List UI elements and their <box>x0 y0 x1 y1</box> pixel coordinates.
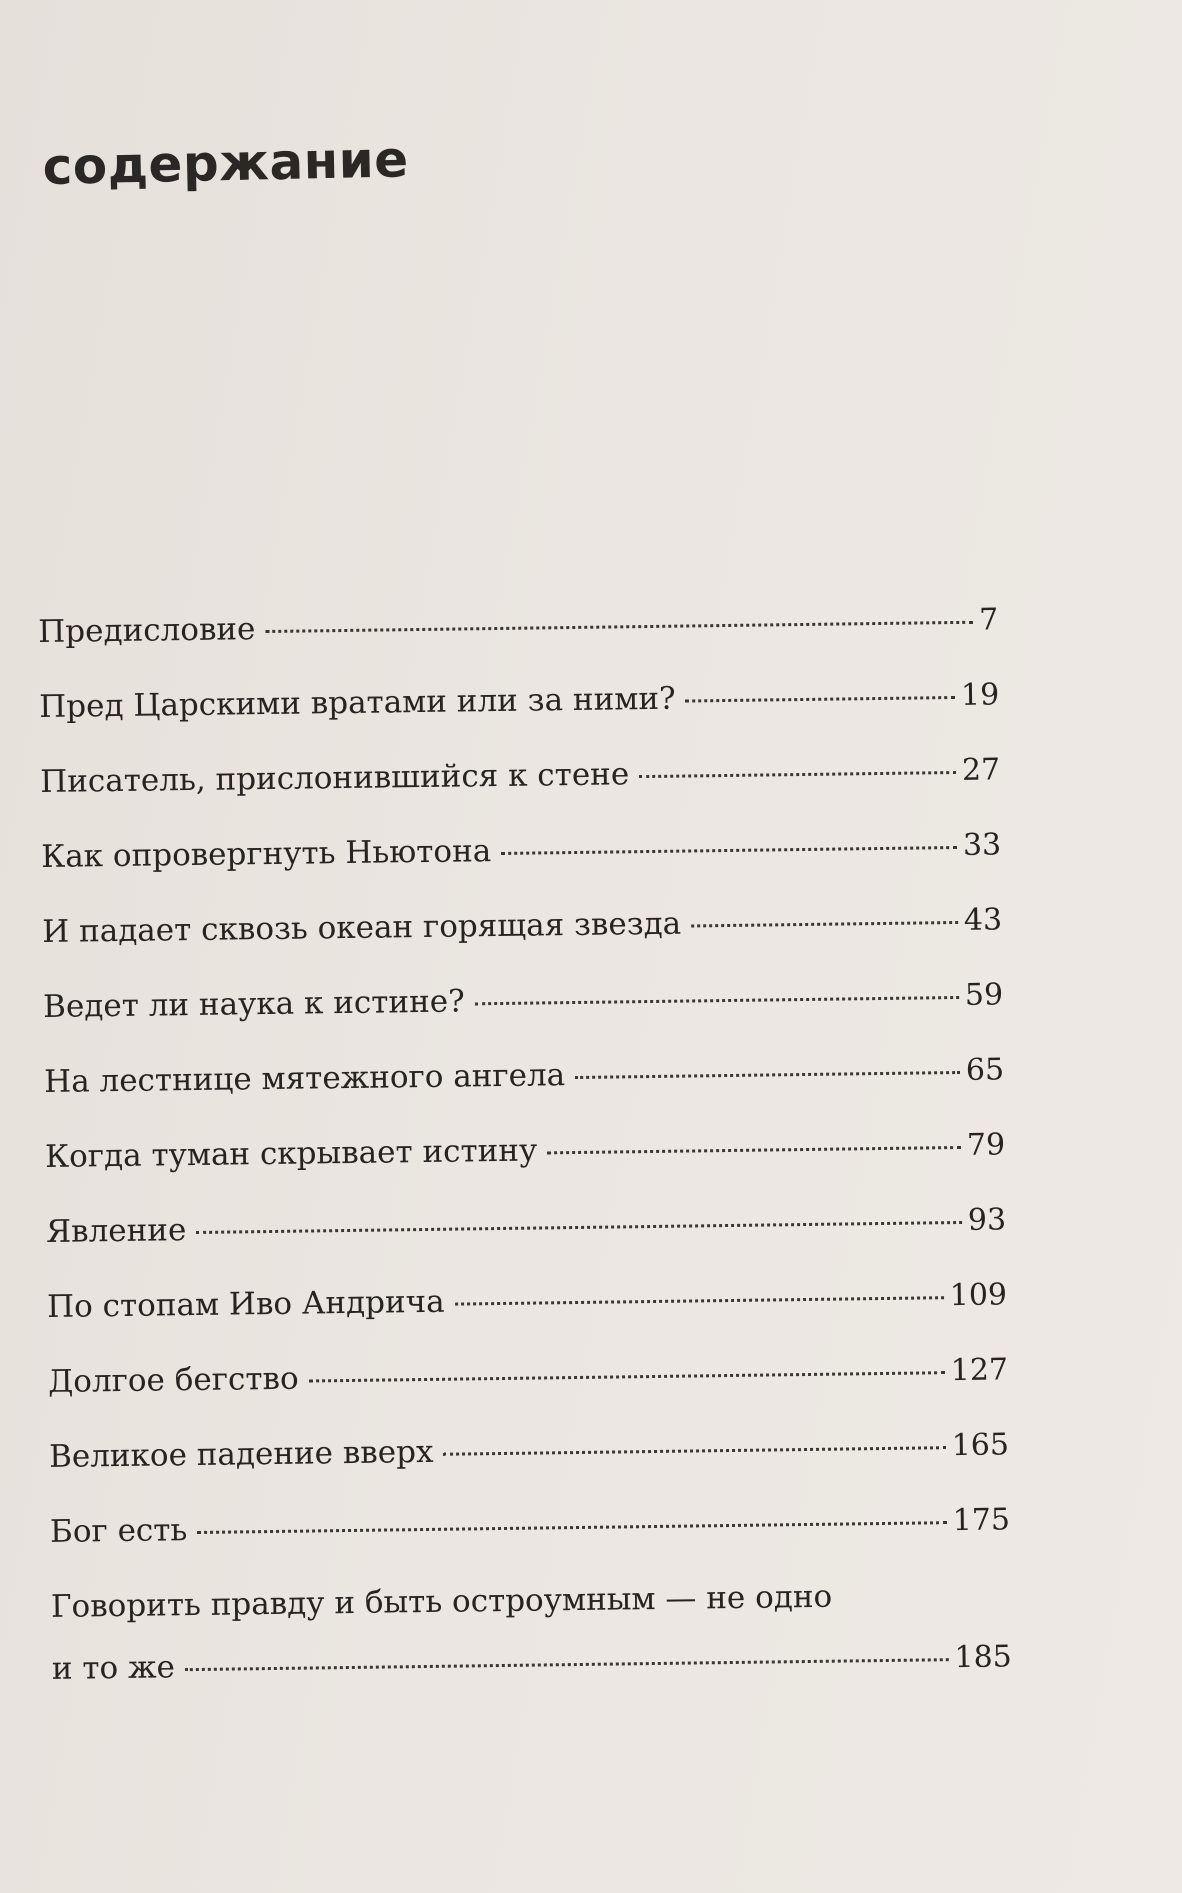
toc-entry-page: 7 <box>978 602 999 638</box>
toc-entry-title: Когда туман скрывает истину <box>44 1132 538 1175</box>
dot-leader <box>639 771 956 778</box>
toc-entry <box>41 824 1002 912</box>
toc-entry-page: 65 <box>965 1052 1005 1088</box>
toc-entry-title: Долгое бегство <box>47 1360 299 1400</box>
toc-entry-title: Бог есть <box>49 1512 188 1550</box>
toc-entry-title: Предисловие <box>38 611 256 650</box>
toc-entry-title: Писатель, прислонившийся к стене <box>39 756 630 800</box>
toc-entry <box>47 1274 1008 1362</box>
toc-entry <box>44 1049 1005 1137</box>
toc-entry-page: 109 <box>949 1277 1008 1314</box>
dot-leader <box>265 621 973 633</box>
toc-entry-title: Великое падение вверх <box>48 1433 434 1475</box>
dot-leader <box>547 1146 961 1154</box>
dot-leader <box>501 846 957 855</box>
toc-entry-multiline <box>51 1574 1012 1690</box>
toc-entry-title: По стопам Иво Андрича <box>46 1283 445 1325</box>
toc-entry-page: 19 <box>960 677 1000 713</box>
toc-entry <box>48 1349 1009 1437</box>
toc-entry-page: 175 <box>952 1502 1011 1539</box>
dot-leader <box>575 1071 960 1079</box>
dot-leader <box>309 1371 945 1382</box>
toc-entry-page: 27 <box>961 752 1001 788</box>
toc-entry-title-line2: и то же <box>51 1649 176 1687</box>
toc-entry-title: На лестнице мятежного ангела <box>43 1057 566 1100</box>
dot-leader <box>686 696 955 703</box>
toc-entry <box>50 1499 1011 1587</box>
page-title: содержание <box>42 130 410 196</box>
table-of-contents <box>38 599 1012 1689</box>
toc-entry-title: Как опровергнуть Ньютона <box>40 833 492 875</box>
toc-entry <box>38 599 999 687</box>
toc-entry-page: 165 <box>951 1427 1010 1464</box>
toc-entry-page: 33 <box>962 827 1002 863</box>
toc-entry <box>40 749 1001 837</box>
toc-entry <box>43 974 1004 1062</box>
toc-entry <box>45 1124 1006 1212</box>
dot-leader <box>455 1296 944 1305</box>
dot-leader <box>197 1521 946 1534</box>
dot-leader <box>185 1658 949 1671</box>
toc-entry-title: Ведет ли наука к истине? <box>42 983 465 1025</box>
toc-entry-page: 43 <box>963 902 1003 938</box>
dot-leader <box>196 1221 962 1234</box>
toc-entry-title-line1: Говорить правду и быть остроумным — не одно <box>50 1578 833 1625</box>
toc-entry <box>49 1424 1010 1512</box>
toc-entry-title: Явление <box>45 1212 187 1250</box>
dot-leader <box>475 996 959 1005</box>
toc-entry-title: Пред Царскими вратами или за ними? <box>39 680 676 725</box>
toc-entry <box>39 674 1000 762</box>
toc-entry <box>46 1199 1007 1287</box>
toc-entry-page: 79 <box>966 1127 1006 1163</box>
dot-leader <box>691 921 958 927</box>
toc-entry <box>42 899 1003 987</box>
toc-entry-page: 93 <box>967 1202 1007 1238</box>
dot-leader <box>443 1446 945 1456</box>
toc-entry-page: 59 <box>964 977 1004 1013</box>
toc-entry-page: 185 <box>954 1639 1012 1676</box>
toc-entry-page: 127 <box>950 1352 1009 1389</box>
toc-entry-title: И падает сквозь океан горящая звезда <box>41 905 682 950</box>
